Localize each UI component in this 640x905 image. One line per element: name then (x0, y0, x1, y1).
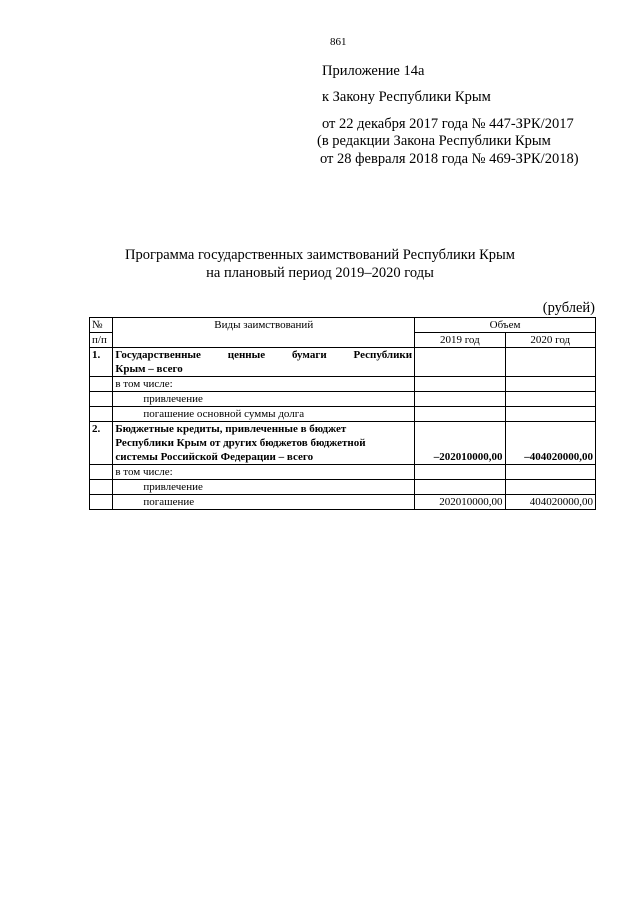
row-number (90, 465, 113, 480)
borrowing-table (89, 317, 596, 510)
row-value-2020: –404020000,00 (505, 422, 595, 465)
header-volume: Объем (415, 318, 596, 333)
page-number: 861 (330, 36, 347, 48)
header-kind: Виды заимствований (113, 318, 415, 348)
table-row (90, 495, 596, 510)
row-name-line: Республики Крым от других бюджетов бюджетной (115, 437, 366, 449)
table-header-row (90, 318, 596, 333)
row-value-2019 (415, 480, 505, 495)
row-name-line: Бюджетные кредиты, привлеченные в бюджет (115, 423, 347, 435)
row-value-2019 (415, 348, 505, 377)
row-value-2020 (505, 465, 595, 480)
table-row (90, 465, 596, 480)
row-value-2020 (505, 392, 595, 407)
header-2020: 2020 год (505, 333, 595, 348)
row-number (90, 480, 113, 495)
table-row (90, 392, 596, 407)
table-row (90, 480, 596, 495)
row-name (113, 348, 415, 377)
row-number (90, 377, 113, 392)
row-name-line: Государственные ценные бумаги Республики (115, 349, 413, 361)
row-name: привлечение (113, 480, 415, 495)
row-value-2019 (415, 465, 505, 480)
annex-law-ref: к Закону Республики Крым (322, 89, 491, 105)
row-number: 2. (90, 422, 113, 465)
row-name: погашение (113, 495, 415, 510)
row-name-line: системы Российской Федерации – всего (115, 451, 314, 463)
row-name: в том числе: (113, 465, 415, 480)
annex-edition: (в редакции Закона Республики Крым (317, 133, 551, 149)
units-label: (рублей) (542, 300, 595, 316)
annex-edition-date: от 28 февраля 2018 года № 469-ЗРК/2018) (320, 151, 579, 167)
row-number (90, 407, 113, 422)
header-2019: 2019 год (415, 333, 505, 348)
document-subtitle: на плановый период 2019–2020 годы (206, 265, 434, 281)
row-name: в том числе: (113, 377, 415, 392)
row-value-2019 (415, 392, 505, 407)
row-value-2019: –202010000,00 (415, 422, 505, 465)
row-name: привлечение (113, 392, 415, 407)
row-value-2020 (505, 348, 595, 377)
row-number (90, 495, 113, 510)
row-name (113, 422, 415, 465)
table-row (90, 377, 596, 392)
row-value-2019 (415, 407, 505, 422)
annex-title: Приложение 14а (322, 63, 425, 79)
row-value-2019 (415, 377, 505, 392)
table-row (90, 407, 596, 422)
row-number: 1. (90, 348, 113, 377)
row-name-line: Крым – всего (115, 363, 183, 375)
row-value-2020 (505, 377, 595, 392)
row-name: погашение основной суммы долга (113, 407, 415, 422)
table-row (90, 348, 596, 377)
row-value-2020 (505, 407, 595, 422)
table-row (90, 422, 596, 465)
row-value-2019: 202010000,00 (415, 495, 505, 510)
header-num-sign: № (92, 319, 103, 331)
header-num-pp: п/п (90, 333, 113, 348)
row-value-2020 (505, 480, 595, 495)
document-title: Программа государственных заимствований Республики Крым (125, 247, 515, 263)
row-number (90, 392, 113, 407)
row-value-2020: 404020000,00 (505, 495, 595, 510)
annex-law-date: от 22 декабря 2017 года № 447-ЗРК/2017 (322, 116, 574, 132)
header-num (90, 318, 113, 333)
